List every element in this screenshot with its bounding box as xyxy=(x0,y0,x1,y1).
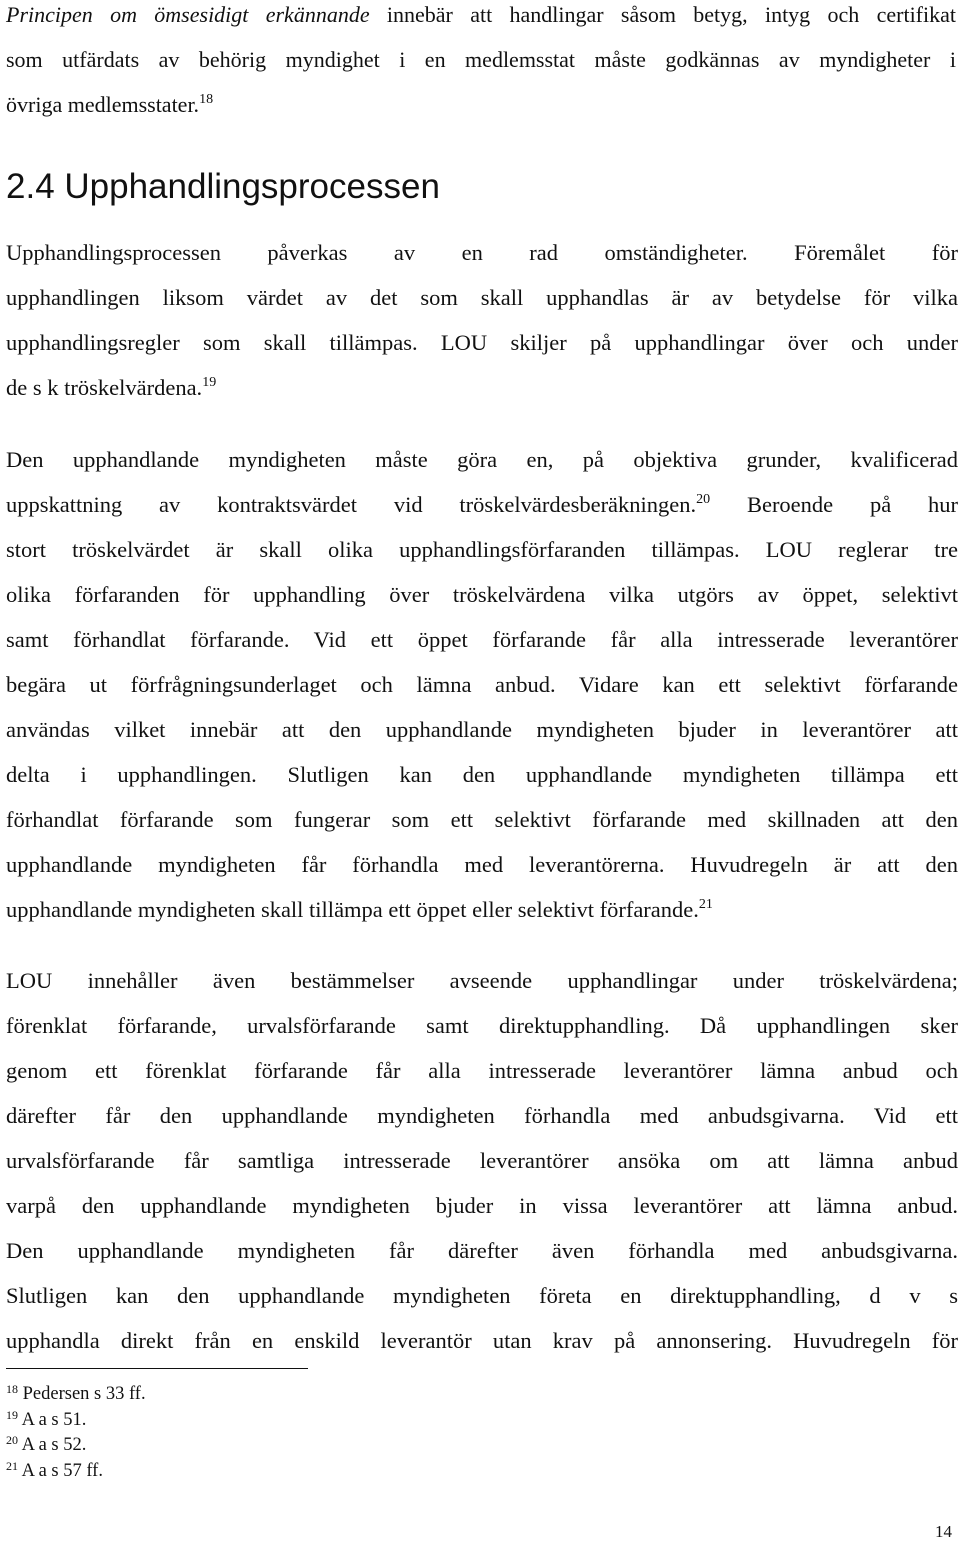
text-line: de s k tröskelvärdena.$^{19}$ xyxy=(6,375,217,400)
text-line: användas vilket innebär att den upphandlande myndigheten bjuder in leverantörer att xyxy=(6,717,958,742)
text-line: delta i upphandlingen. Slutligen kan den upphandlande myndigheten tillämpa ett xyxy=(6,762,958,787)
text-line: upphandlande myndigheten får förhandla med leverantörerna. Huvudregeln är att den xyxy=(6,852,958,877)
text-line: Upphandlingsprocessen påverkas av en rad omständigheter. Föremålet för xyxy=(6,240,958,265)
footnote-separator xyxy=(6,1368,308,1369)
intro-line-3: övriga medlemsstater.$^{18}$ xyxy=(6,92,214,117)
intro-line-1: Principen om ömsesidigt erkännande innebär att handlingar såsom betyg, intyg och certifikat xyxy=(6,2,956,27)
footnote-20: $^{20}$ A a s 52. xyxy=(6,1433,87,1455)
footnote-21: $^{21}$ A a s 57 ff. xyxy=(6,1458,103,1481)
text-line: varpå den upphandlande myndigheten bjuder in vissa leverantörer att lämna anbud. xyxy=(6,1193,958,1218)
paragraph-process xyxy=(6,230,958,410)
page-number: 14 xyxy=(935,1522,952,1541)
paragraph-thresholds xyxy=(6,437,958,932)
footnotes xyxy=(6,1382,146,1484)
text-line: urvalsförfarande får samtliga intresserade leverantörer ansöka om att lämna anbud xyxy=(6,1148,958,1173)
text-line: förenklat förfarande, urvalsförfarande samt direktupphandling. Då upphandlingen sker xyxy=(6,1013,958,1038)
text-line: upphandlingen liksom värdet av det som skall upphandlas är av betydelse för vilka xyxy=(6,285,958,310)
text-line: stort tröskelvärdet är skall olika upphandlingsförfaranden tillämpas. LOU reglerar tre xyxy=(6,537,958,562)
text-line: upphandlingsregler som skall tillämpas. LOU skiljer på upphandlingar över och under xyxy=(6,330,958,355)
text-line: därefter får den upphandlande myndigheten förhandla med anbudsgivarna. Vid ett xyxy=(6,1103,958,1128)
intro-paragraph xyxy=(6,0,956,127)
text-line: upphandlande myndigheten skall tillämpa ett öppet eller selektivt förfarande.$^{21}$ xyxy=(6,897,713,922)
text-line: samt förhandlat förfarande. Vid ett öppet förfarande får alla intresserade leverantörer xyxy=(6,627,958,652)
footnote-ref-20: 20 xyxy=(696,492,711,507)
text-line: uppskattning av kontraktsvärdet vid tröskelvärdesberäkningen.$^{20}$ Beroende på hur xyxy=(6,492,958,517)
footnote-18: $^{18}$ Pedersen s 33 ff. xyxy=(6,1382,146,1404)
italic-term: Principen om ömsesidigt erkännande xyxy=(6,2,370,27)
footnote-ref-19: 19 xyxy=(202,375,217,390)
text-line: Den upphandlande myndigheten måste göra en, på objektiva grunder, kvalificerad xyxy=(6,447,958,472)
paragraph-below-thresholds xyxy=(6,958,958,1363)
text-line: förhandlat förfarande som fungerar som ett selektivt förfarande med skillnaden att den xyxy=(6,807,958,832)
text-line: LOU innehåller även bestämmelser avseende upphandlingar under tröskelvärdena; xyxy=(6,968,958,993)
text-line: begära ut förfrågningsunderlaget och lämna anbud. Vidare kan ett selektivt förfarande xyxy=(6,672,958,697)
footnote-ref-21: 21 xyxy=(698,897,713,912)
text-line: Slutligen kan den upphandlande myndigheten företa en direktupphandling, d v s xyxy=(6,1283,958,1308)
text-line: genom ett förenklat förfarande får alla intresserade leverantörer lämna anbud och xyxy=(6,1058,958,1083)
footnote-ref-18: 18 xyxy=(199,92,214,107)
intro-line-2: som utfärdats av behörig myndighet i en medlemsstat måste godkännas av myndigheter i xyxy=(6,47,956,72)
text-line: olika förfaranden för upphandling över tröskelvärdena vilka utgörs av öppet, selektivt xyxy=(6,582,958,607)
footnote-19: $^{19}$ A a s 51. xyxy=(6,1407,87,1430)
text-line: Den upphandlande myndigheten får därefter även förhandla med anbudsgivarna. xyxy=(6,1238,958,1263)
text-line: upphandla direkt från en enskild leverantör utan krav på annonsering. Huvudregeln för xyxy=(6,1328,958,1353)
section-heading: 2.4 Upphandlingsprocessen xyxy=(6,167,440,206)
